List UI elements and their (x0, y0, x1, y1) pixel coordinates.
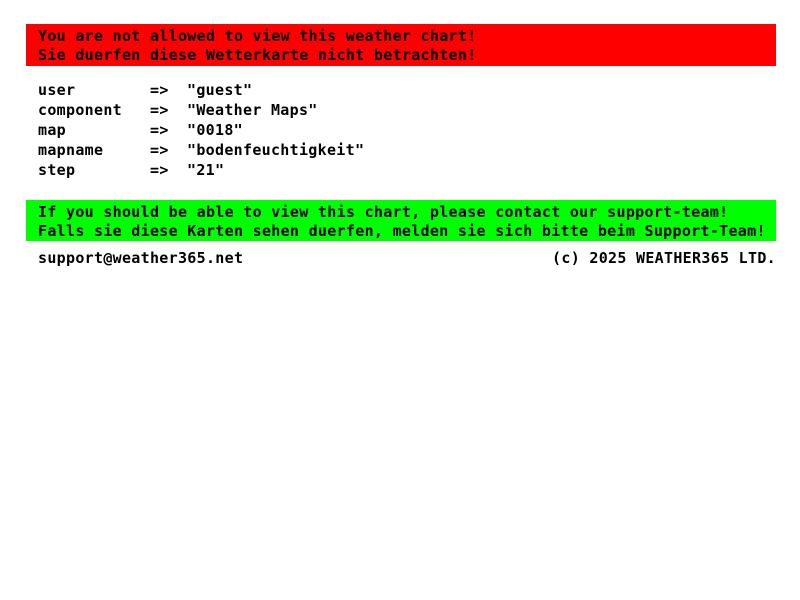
request-details (38, 80, 364, 180)
support-message-english: If you should be able to view this chart, please contact our support-team! (38, 203, 729, 221)
detail-row-step (38, 160, 364, 180)
detail-value: "Weather Maps" (187, 101, 318, 119)
detail-row-mapname (38, 140, 364, 160)
copyright-notice: (c) 2025 WEATHER365 LTD. (552, 249, 776, 267)
detail-key: mapname (38, 141, 104, 159)
arrow-glyph: => (150, 81, 169, 99)
detail-key: step (38, 161, 76, 179)
detail-value: "21" (187, 161, 225, 179)
detail-row-component (38, 100, 364, 120)
arrow-glyph: => (150, 101, 169, 119)
detail-row-user (38, 80, 364, 100)
detail-value: "guest" (187, 81, 253, 99)
error-banner (26, 24, 776, 66)
detail-key: map (38, 121, 66, 139)
arrow-glyph: => (150, 161, 169, 179)
support-message-german: Falls sie diese Karten sehen duerfen, melden sie sich bitte beim Support-Team! (38, 222, 766, 240)
detail-key: user (38, 81, 76, 99)
arrow-glyph: => (150, 141, 169, 159)
detail-row-map (38, 120, 364, 140)
support-email: support@weather365.net (38, 249, 244, 267)
error-message-english: You are not allowed to view this weather chart! (38, 27, 477, 45)
arrow-glyph: => (150, 121, 169, 139)
detail-key: component (38, 101, 122, 119)
detail-value: "0018" (187, 121, 243, 139)
error-message-german: Sie duerfen diese Wetterkarte nicht betrachten! (38, 46, 477, 64)
footer (38, 251, 776, 266)
detail-value: "bodenfeuchtigkeit" (187, 141, 365, 159)
support-banner (26, 200, 776, 241)
